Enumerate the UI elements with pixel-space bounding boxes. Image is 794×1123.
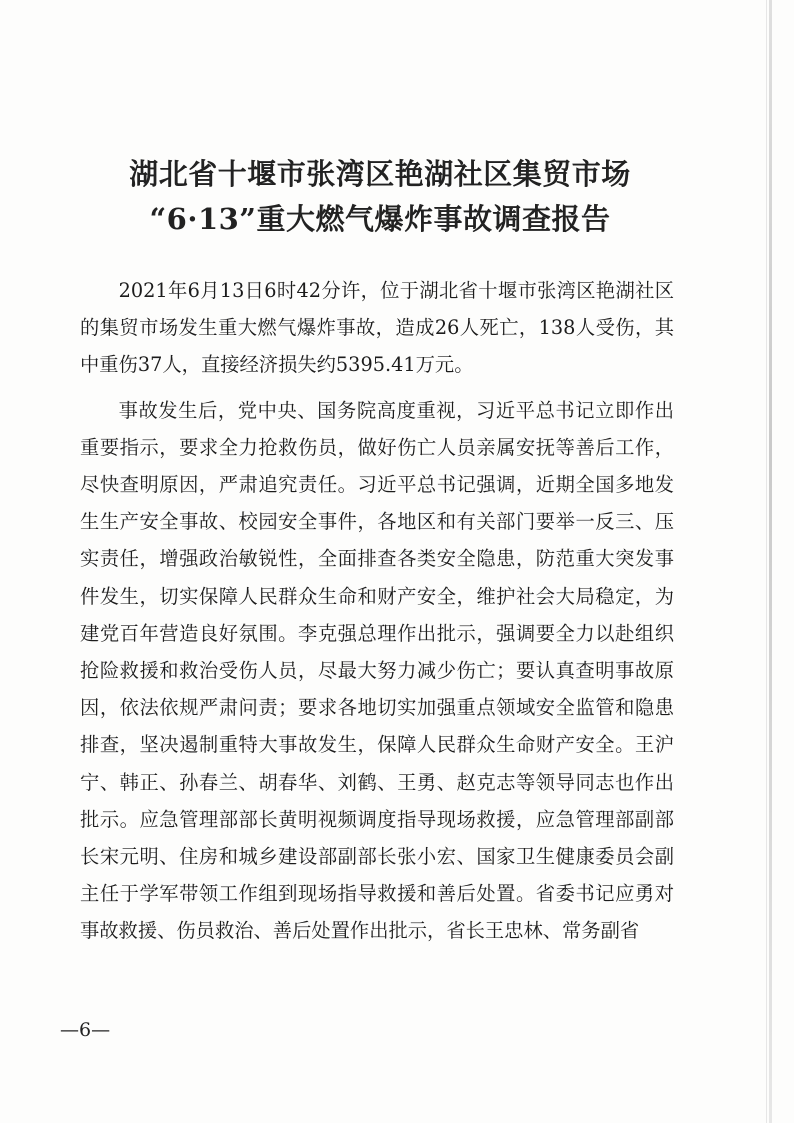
report-title-line-2: “6·13”重大燃气爆炸事故调查报告 bbox=[149, 202, 611, 236]
page-number: —6— bbox=[60, 1019, 111, 1041]
paragraph-summary: 2021年6月13日6时42分许，位于湖北省十堰市张湾区艳湖社区的集贸市场发生重大燃气爆炸事故，造成26人死亡，138人受伤，其中重伤37人，直接经济损失约5395.41万元。 bbox=[80, 279, 674, 377]
report-title-line-1: 湖北省十堰市张湾区艳湖社区集贸市场 bbox=[129, 157, 631, 191]
paragraph-response: 事故发生后，党中央、国务院高度重视，习近平总书记立即作出重要指示，要求全力抢救伤员，做好伤亡人员亲属安抚等善后工作，尽快查明原因，严肃追究责任。习近平总书记强调，近期全国多地发生生产安全事故、校园安全事件，各地区和有关部门要举一反三、压实责任，增强政治敏锐性，全面排查各类安全隐患，防范重大突发事件发生，切实保障人民群众生命和财产安全，维护社会大局稳定，为建党百年营造良好氛围。李克强总理作出批示，强调要全力以赴组织抢险救援和救治受伤人员，尽最大努力减少伤亡；要认真查明事故原因，依法依规严肃问责；要求各地切实加强重点领域安全监管和隐患排查，坚决遏制重特大事故发生，保障人民群众生命财产安全。王沪宁、韩正、孙春兰、胡春华、刘鹤、王勇、赵克志等领导同志也作出批示。应急管理部部长黄明视频调度指导现场救援，应急管理部副部长宋元明、住房和城乡建设部副部长张小宏、国家卫生健康委员会副主任于学军带领工作组到现场指导救援和善后处置。省委书记应勇对事故救援、伤员救治、善后处置作出批示，省长王忠林、常务副省 bbox=[80, 398, 674, 943]
report-body bbox=[80, 272, 674, 950]
scan-edge bbox=[769, 0, 772, 1123]
scan-edge-line bbox=[766, 0, 767, 1123]
